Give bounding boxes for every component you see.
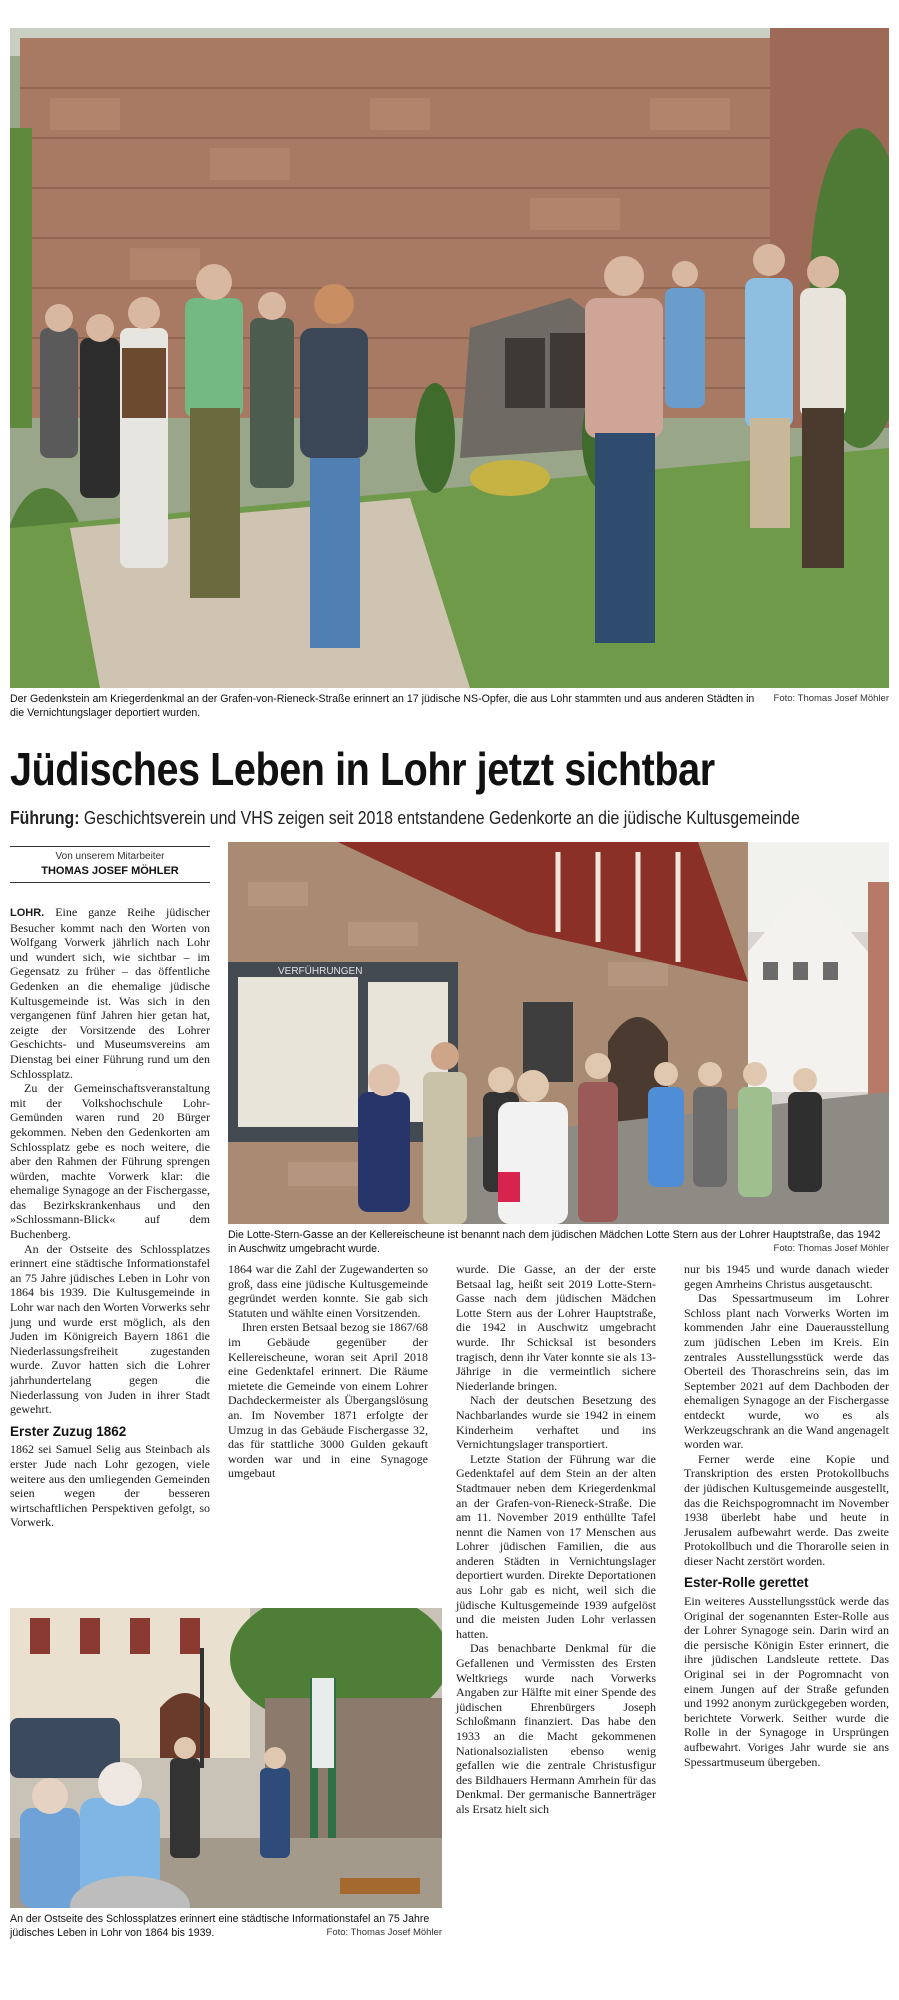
paragraph: Das Spessartmuseum im Lohrer Schloss plant nach Vorwerks Worten im kommenden Jahr eine Dauerausstellung zum jüdischen Leben im Kreis. Ein zentrales Ausstellungsstück werde das Oberteil des Thoraschreins sein, das im September 2021 auf dem Dachboden der ehemaligen Synagoge an der Fischergasse entdeckt wurde, wo es als Werkzeugschrank an die Wand angenagelt worden war. [684, 1291, 889, 1452]
paragraph: An der Ostseite des Schlossplatzes erinnert eine städtische Informationstafel an 75 Jahre jüdisches Leben in Lohr von 1864 bis 1939. Die Kultusgemeinde in Lohr war nach den Worten Vorwerks sehr jung und wurde erst möglich, als den Juden im Königreich Bayern 1861 die Niederlassungsfreiheit zugestanden wurde. Zuvor hatten sich die Lohrer jahrhundertelang gegen die Niederlassung von Juden in ihrer Stadt gewehrt. [10, 1241, 210, 1417]
paragraph: Zu der Gemeinschaftsveranstaltung mit der Volkshochschule Lohr-Gemünden waren rund 20 Bürger gekommen. Neben den Gedenkorten am Schlossplatz gebe es noch weitere, die aber den Rahmen der Führung sprengen würden, machte Vorwerk klar: die ehemalige Synagoge an der Fischergasse, das Bezirkskrankenhaus und den »Schlossmann-Blick« auf dem Buchenberg. [10, 1081, 210, 1242]
notice-board-sign: VERFÜHRUNGEN [278, 966, 363, 977]
paragraph: Ferner werde eine Kopie und Transkription des ersten Protokollbuchs der jüdischen Kultusgemeinde ausgestellt, das die Reichspogromnacht im November 1938 überlebt habe und heute in Jerusalem aufbewahrt werde. Das zweite Protokollbuch und die Thorarolle seien in dieser Nacht zerstört worden. [684, 1451, 889, 1568]
subline [10, 808, 800, 829]
headline: Jüdisches Leben in Lohr jetzt sichtbar [10, 743, 715, 795]
article-column-4 [684, 1262, 889, 1769]
photo-memorial-credit: Foto: Thomas Josef Möhler [773, 693, 889, 704]
paragraph: nur bis 1945 und wurde danach wieder gegen Amrheins Christus ausgetauscht. [684, 1262, 889, 1291]
byline-prefix: Von unserem Mitarbeiter [55, 851, 165, 862]
photo-lotte-stern-gasse [228, 842, 889, 1224]
paragraph: Ein weiteres Ausstellungsstück werde das Original der sogenannten Ester-Rolle aus der Lohrer Synagoge sein. Darin wird an die persische Königin Ester erinnert, die ihre jüdischen Landsleute rettete. Das Original sei in der Pogromnacht von einem Jungen auf der Straße gefunden und 1992 anonym zurückgegeben worden, berichtete Vorwerk. Seither wurde die Rolle in der Synagoge in Ursprüngen aufbewahrt. Voriges Jahr wurde sie ans Spessartmuseum übergeben. [684, 1594, 889, 1769]
article-column-1 [10, 905, 210, 1530]
photo-schlossplatz [10, 1608, 442, 1908]
paragraph: Letzte Station der Führung war die Gedenktafel auf dem Stein an der alten Stadtmauer neben dem Kriegerdenkmal an der Grafen-von-Rieneck-Straße. Die am 11. November 2019 enthüllte Tafel nennt die Namen von 17 Menschen aus Lohrer jüdischen Familien, die aus anderen Städten in Vernichtungslager deportiert wurden. Direkte Deportationen aus Lohr gab es nicht, weil sich die jüdische Kultusgemeinde 1939 aufgelöst und die meisten Juden Lohr verlassen hatten. [456, 1451, 656, 1641]
photo-lotte-stern-credit: Foto: Thomas Josef Möhler [773, 1243, 889, 1254]
photo-lotte-stern-caption-text: Die Lotte-Stern-Gasse an der Kellereischeune ist benannt nach dem jüdischen Mädchen Lotte Stern aus der Lohrer Hauptstraße, das 1942 in Auschwitz umgebracht wurde. [228, 1229, 881, 1255]
photo-schlossplatz-caption [10, 1912, 442, 1940]
photo-memorial-stone [10, 28, 889, 688]
photo-schlossplatz-caption-text: An der Ostseite des Schlossplatzes erinnert eine städtische Informationstafel an 75 Jahre jüdisches Leben in Lohr von 1864 bis 1939. [10, 1913, 430, 1939]
paragraph: wurde. Die Gasse, an der der erste Betsaal lag, heißt seit 2019 Lotte-Stern-Gasse nach dem jüdischen Mädchen Lotte Stern aus der Lohrer Hauptstraße, die 1942 in Auschwitz umgebracht wurde. Ihr Schicksal ist besonders tragisch, denn ihr Vater konnte sie als 13-Jährige in die vermeintlich sichere Niederlande bringen. [456, 1262, 656, 1393]
subline-text: Geschichtsverein und VHS zeigen seit 2018 entstandene Gedenkorte an die jüdische Kultusgemeinde [83, 808, 800, 828]
paragraph: Das benachbarte Denkmal für die Gefallenen und Vermissten des Ersten Weltkriegs wurde nach Vorwerks Angaben zur Hälfte mit einer Spende des jüdischen Ehrenbürgers Joseph Schloßmann finanziert. Das habe den 1933 an die Macht gekommenen Nationalsozialisten ebenso wenig gefallen wie die zentrale Christusfigur des Bildhauers Hermann Amrhein für das Denkmal. Der germanische Bannerträger als Ersatz hielt sich [456, 1641, 656, 1816]
byline-name: THOMAS JOSEF MÖHLER [41, 865, 179, 877]
dateline: LOHR. [10, 907, 45, 919]
article-column-3 [456, 1262, 656, 1817]
byline [10, 846, 210, 883]
photo-lotte-stern-caption [228, 1228, 889, 1256]
crosshead-erster-zuzug: Erster Zuzug 1862 [10, 1423, 127, 1439]
crosshead-ester-rolle: Ester-Rolle gerettet [684, 1575, 809, 1591]
photo-memorial-caption [10, 692, 889, 720]
photo-lotte-stern-gasse-image [228, 842, 889, 1224]
byline-rule-bottom [10, 882, 210, 883]
photo-schlossplatz-image [10, 1608, 442, 1908]
paragraph: Ihren ersten Betsaal bezog sie 1867/68 im Gebäude gegenüber der Kellereischeune, woran seit April 2018 eine Gedenktafel erinnert. Die Räume mietete die Gemeinde von einem Lohrer Dachdeckermeister als Übergangslösung an. Im November 1871 erfolgte der Umzug in das Gebäude Fischergasse 32, das für stattliche 3000 Gulden gekauft worden war und in eine Synagoge umgebaut [228, 1320, 428, 1481]
photo-memorial-stone-image [10, 28, 889, 688]
article-column-2 [228, 1262, 428, 1481]
paragraph: 1864 war die Zahl der Zugewanderten so groß, dass eine jüdische Kultusgemeinde gegründet werden konnte. Sie gab sich Statuten und wählte einen Vorsitzenden. [228, 1262, 428, 1320]
photo-schlossplatz-credit: Foto: Thomas Josef Möhler [326, 1927, 442, 1938]
paragraph: 1862 sei Samuel Selig aus Steinbach als erster Jude nach Lohr gezogen, viele weitere aus den umliegenden Gemeinden seien wegen der besseren wirtschaftlichen Perspektiven gefolgt, so Vorwerk. [10, 1442, 210, 1530]
paragraph: Nach der deutschen Besetzung des Nachbarlandes wurde sie 1942 in einem Kinderheim verhaftet und ins Vernichtungslager transportiert. [456, 1393, 656, 1452]
photo-memorial-caption-text: Der Gedenkstein am Kriegerdenkmal an der Grafen-von-Rieneck-Straße erinnert an 17 jüdische NS-Opfer, die aus Lohr stammten und aus anderen Städten in die Vernichtungslager deportiert wurden. [10, 693, 755, 719]
paragraph: LOHR. Eine ganze Reihe jüdischer Besucher kommt nach den Worten von Wolfgang Vorwerk jährlich nach Lohr und wundert sich, wie sichtbar – im Gegensatz zu früher – das öffentliche Gedenken an die ehemalige jüdische Kultusgemeinde ist. Was sich in den vergangenen fünf Jahren hier getan hat, zeigte der Vorsitzende des Lohrer Geschichts- und Museumsvereins am Dienstag bei einer Führung rund um den Schlossplatz. [10, 905, 210, 1081]
subline-label: Führung: [10, 808, 80, 828]
